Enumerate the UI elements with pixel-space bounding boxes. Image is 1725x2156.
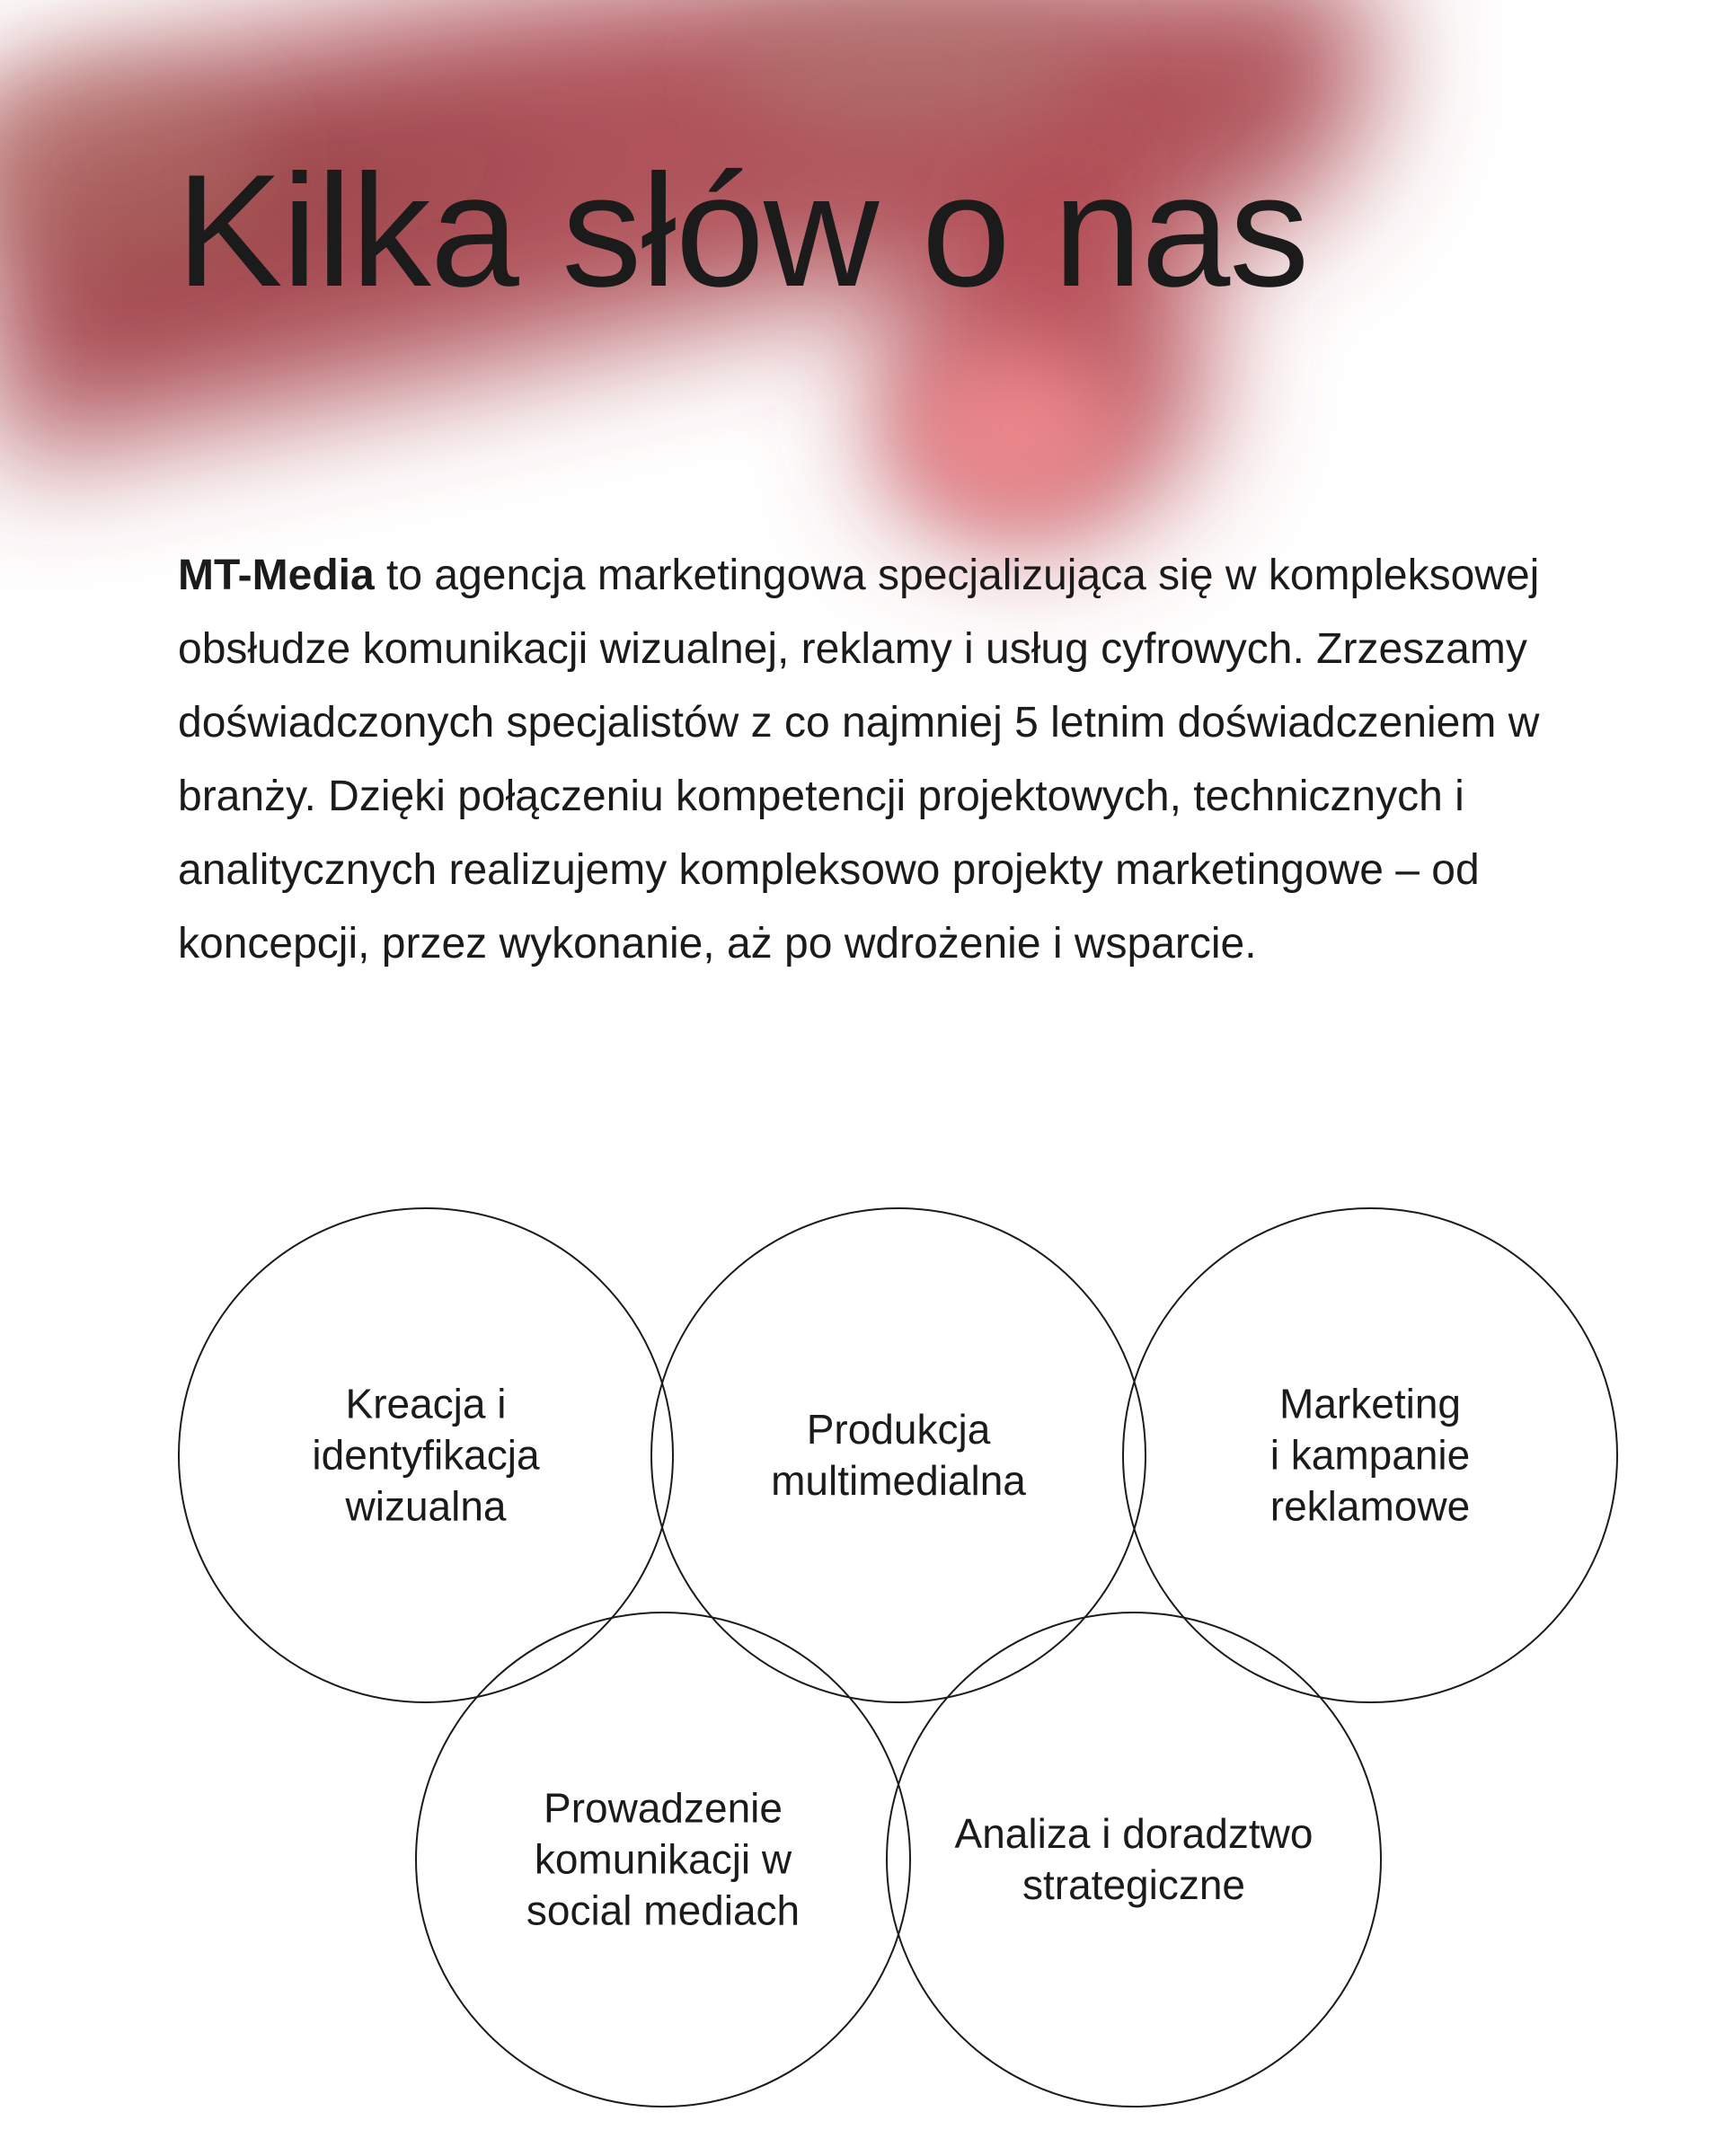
service-label-multimedia: Produkcja multimedialna — [771, 1406, 1026, 1504]
service-label-marketing: Marketing i kampanie reklamowe — [1269, 1380, 1471, 1530]
service-label-creative: Kreacja i identyfikacja wizualna — [312, 1380, 540, 1530]
service-label-analysis: Analiza i doradztwo strategiczne — [954, 1810, 1314, 1908]
about-paragraph — [178, 539, 1579, 981]
company-name: MT-Media — [178, 552, 375, 599]
about-description: to agencja marketingowa specjalizująca się w kompleksowej obsłudze komunikacji wizualnej, reklamy i usług cyfrowych. Zrzeszamy doświadczonych specjalistów z co najmniej 5 letnim doświadczeniem w branży. Dzięki połączeniu kompetencji projektowych, technicznych i analitycznych realizujemy kompleksowo projekty marketingowe – od koncepcji, przez wykonanie, aż po wdrożenie i wsparcie. — [178, 552, 1540, 968]
service-label-social: Prowadzenie komunikacji w social mediach — [526, 1784, 801, 1934]
page-title: Kilka słów o nas — [176, 141, 1309, 320]
